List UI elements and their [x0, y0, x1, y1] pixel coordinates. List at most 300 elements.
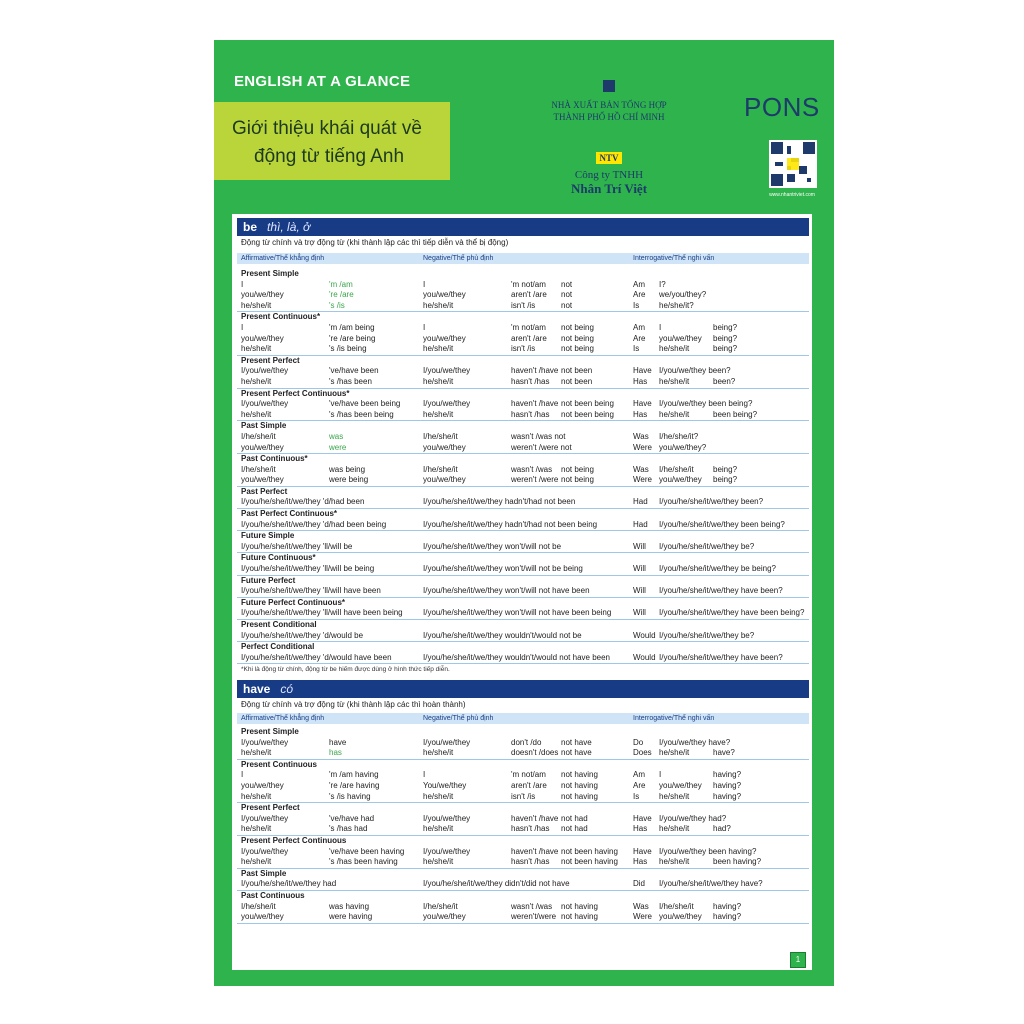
conjugation-cell: I [423, 322, 426, 332]
conjugation-cell: I/you/he/she/it/we/they been being? [659, 519, 785, 529]
tense-title: Past Perfect Continuous* [241, 509, 338, 519]
conjugation-cell: Was [633, 431, 649, 441]
conjugation-cell: I/you/we/they [423, 366, 471, 376]
conjugation-row [237, 280, 809, 291]
conjugation-row [237, 344, 809, 355]
tense-title: Future Simple [241, 531, 295, 541]
section-have-rows [237, 727, 809, 924]
page-number: 1 [790, 952, 806, 968]
conjugation-cell: I/you/we/they [423, 399, 471, 409]
conjugation-cell: he/she/it [241, 791, 272, 801]
conjugation-cell: Have [633, 366, 652, 376]
conjugation-cell: you/we/they [423, 442, 466, 452]
company-line-1: Công ty TNHH [574, 169, 644, 181]
conjugation-cell: I/you/he/she/it/we/they won't/will not be [423, 541, 562, 551]
conjugation-cell: Do [633, 737, 644, 747]
conjugation-cell: I/you/he/she/it/we/they wouldn't/would not have been [423, 652, 610, 662]
conjugation-cell: 're /are having [329, 780, 380, 790]
conjugation-cell: I [241, 322, 244, 332]
conjugation-cell: you/we/they [423, 290, 466, 300]
conjugation-cell: I [659, 322, 662, 332]
conjugation-cell: he/she/it [423, 791, 454, 801]
conjugation-row [237, 323, 809, 334]
conjugation-cell: he/she/it [241, 409, 272, 419]
conjugation-cell: have? [713, 748, 735, 758]
verb-have-meaning: có [280, 682, 294, 696]
conjugation-cell: you/we/they [241, 442, 284, 452]
conjugation-cell: Has [633, 824, 648, 834]
tense-group [237, 642, 809, 664]
conjugation-cell: 's /has been [329, 376, 372, 386]
conjugation-cell: haven't /have [511, 366, 559, 376]
conjugation-cell: not been [561, 366, 593, 376]
conjugation-row [237, 301, 809, 312]
conjugation-cell: Have [633, 846, 652, 856]
conjugation-cell: 're /are [329, 290, 354, 300]
section-be-header [237, 253, 809, 264]
conjugation-row [237, 748, 809, 759]
conjugation-cell: being? [713, 464, 738, 474]
conjugation-row [237, 586, 809, 597]
conjugation-cell: Does [633, 748, 652, 758]
conjugation-cell: not had [561, 813, 588, 823]
tense-title: Present Simple [241, 269, 299, 278]
conjugation-cell: I/you/he/she/it/we/they 'll/will have been [241, 586, 381, 596]
tense-group [237, 620, 809, 642]
conjugation-cell: I/you/he/she/it/we/they 'll/will be [241, 541, 353, 551]
conjugation-cell: not been having [561, 857, 618, 867]
header-negative: Negative/Thể phủ định [423, 715, 494, 722]
series-title: ENGLISH AT A GLANCE [234, 73, 411, 90]
conjugation-cell: I/you/we/they [423, 813, 471, 823]
conjugation-cell: Has [633, 409, 648, 419]
conjugation-cell: I/you/we/they been being? [659, 399, 753, 409]
conjugation-row [237, 879, 809, 890]
conjugation-cell: 're /are being [329, 333, 376, 343]
conjugation-cell: Have [633, 399, 652, 409]
conjugation-cell: being? [713, 322, 738, 332]
conjugation-cell: Had [633, 497, 648, 507]
conjugation-cell: wasn't /was [511, 901, 553, 911]
tense-title: Past Perfect [241, 486, 288, 496]
conjugation-cell: been being? [713, 409, 758, 419]
conjugation-cell: wasn't /was [511, 464, 553, 474]
publisher-line-2: THÀNH PHỐ HỒ CHÍ MINH [553, 112, 665, 122]
conjugation-cell: you/we/they [423, 475, 466, 485]
conjugation-cell: haven't /have [511, 399, 559, 409]
conjugation-cell: I/you/he/she/it/we/they be? [659, 630, 755, 640]
conjugation-cell: I/you/he/she/it/we/they have been? [659, 586, 783, 596]
conjugation-cell: you/we/they [241, 333, 284, 343]
conjugation-cell: having? [713, 791, 742, 801]
conjugation-cell: Were [633, 475, 652, 485]
tense-group [237, 803, 809, 836]
conjugation-cell: aren't /are [511, 780, 547, 790]
conjugation-row [237, 377, 809, 388]
conjugation-cell: I [659, 770, 662, 780]
conjugation-cell: I/you/he/she/it/we/they wouldn't/would not be [423, 630, 582, 640]
conjugation-row [237, 631, 809, 642]
conjugation-cell: not having [561, 791, 598, 801]
conjugation-cell: hasn't /has [511, 409, 550, 419]
conjugation-row [237, 564, 809, 575]
section-be-rows [237, 269, 809, 664]
conjugation-cell: Will [633, 541, 646, 551]
conjugation-cell: Had [633, 519, 648, 529]
conjugation-cell: were being [329, 475, 369, 485]
conjugation-cell: not having [561, 901, 598, 911]
tense-group [237, 421, 809, 454]
conjugation-cell: haven't /have [511, 846, 559, 856]
conjugation-cell: I/you/we/they had? [659, 813, 727, 823]
conjugation-cell: not being [561, 475, 594, 485]
conjugation-row [237, 738, 809, 749]
conjugation-cell: I [423, 770, 426, 780]
conjugation-cell: 've/have been having [329, 846, 405, 856]
conjugation-cell: we/you/they? [659, 290, 707, 300]
tense-group [237, 389, 809, 422]
conjugation-cell: he/she/it [423, 409, 454, 419]
tense-title: Present Perfect Continuous* [241, 388, 350, 398]
publisher-block [534, 80, 684, 123]
conjugation-cell: I/you/we/they been? [659, 366, 731, 376]
tense-group [237, 576, 809, 598]
company-block [534, 148, 684, 197]
conjugation-cell: I/you/he/she/it/we/they 'd/would have been [241, 652, 392, 662]
conjugation-cell: 've/have been being [329, 399, 401, 409]
conjugation-cell: I/you/he/she/it/we/they had [241, 879, 337, 889]
conjugation-cell: not been having [561, 846, 618, 856]
conjugation-cell: Are [633, 780, 646, 790]
header-interrogative: Interrogative/Thể nghi vấn [633, 715, 715, 722]
conjugation-cell: Am [633, 770, 645, 780]
conjugation-row [237, 608, 809, 619]
section-be-title [237, 218, 809, 236]
conjugation-row [237, 781, 809, 792]
conjugation-row [237, 432, 809, 443]
conjugation-cell: hasn't /has [511, 824, 550, 834]
conjugation-cell: were having [329, 912, 373, 922]
conjugation-row [237, 792, 809, 803]
tense-group [237, 312, 809, 355]
conjugation-row [237, 410, 809, 421]
conjugation-cell: was having [329, 901, 370, 911]
tense-title: Future Perfect Continuous* [241, 597, 346, 607]
conjugation-row [237, 542, 809, 553]
conjugation-cell: being? [713, 333, 738, 343]
conjugation-row [237, 902, 809, 913]
conjugation-cell: I/he/she/it [241, 464, 276, 474]
conjugation-row [237, 475, 809, 486]
conjugation-cell: you/we/they [659, 780, 702, 790]
conjugation-cell: I/he/she/it [423, 431, 458, 441]
conjugation-cell: having? [713, 780, 742, 790]
conjugation-cell: he/she/it [241, 857, 272, 867]
header-negative: Negative/Thể phủ định [423, 255, 494, 262]
conjugation-cell: I [423, 279, 426, 289]
conjugation-cell: Would [633, 652, 656, 662]
verb-have: have [243, 682, 271, 696]
conjugation-cell: I/you/he/she/it/we/they hadn't/had not been [423, 497, 576, 507]
conjugation-cell: you/we/they? [659, 442, 707, 452]
conjugation-cell: I/he/she/it? [659, 431, 699, 441]
conjugation-cell: not being [561, 333, 594, 343]
conjugation-cell: you/we/they [241, 780, 284, 790]
conjugation-cell: I/you/we/they have? [659, 737, 731, 747]
tense-group [237, 531, 809, 553]
conjugation-cell: I? [659, 279, 666, 289]
conjugation-cell: was being [329, 464, 366, 474]
conjugation-cell: he/she/it? [659, 300, 694, 310]
conjugation-cell: you/we/they [241, 475, 284, 485]
conjugation-row [237, 847, 809, 858]
tense-group [237, 869, 809, 891]
conjugation-cell: he/she/it [659, 791, 690, 801]
conjugation-cell: aren't /are [511, 290, 547, 300]
conjugation-cell: not [561, 300, 573, 310]
conjugation-cell: I/you/he/she/it/we/they been? [659, 497, 764, 507]
conjugation-cell: not having [561, 780, 598, 790]
tense-title: Present Perfect [241, 355, 300, 365]
tense-title: Past Simple [241, 868, 287, 878]
conjugation-cell: not being [561, 344, 594, 354]
conjugation-cell: I/you/we/they [423, 846, 471, 856]
tense-group [237, 727, 809, 760]
ntv-logo: NTV [596, 152, 621, 164]
conjugation-cell: 's /is [329, 300, 345, 310]
conjugation-cell: he/she/it [423, 824, 454, 834]
conjugation-cell: I/you/he/she/it/we/they 'll/will be being [241, 564, 375, 574]
tense-group [237, 487, 809, 509]
conjugation-cell: not having [561, 770, 598, 780]
conjugation-cell: wasn't /was not [511, 431, 566, 441]
section-be-note: *Khi là động từ chính, động từ be hiếm được dùng ở hình thức tiếp diễn. [241, 666, 450, 673]
conjugation-cell: Would [633, 630, 656, 640]
verb-be: be [243, 220, 258, 234]
conjugation-cell: Were [633, 442, 652, 452]
conjugation-cell: you/we/they [423, 333, 466, 343]
conjugation-row [237, 366, 809, 377]
tense-group [237, 356, 809, 389]
conjugation-cell: not [561, 290, 573, 300]
conjugation-cell: I/you/he/she/it/we/they have been being? [659, 608, 805, 618]
conjugation-cell: he/she/it [423, 748, 454, 758]
conjugation-cell: not have [561, 748, 592, 758]
conjugation-cell: 've/have had [329, 813, 375, 823]
conjugation-cell: I/he/she/it [659, 464, 694, 474]
conjugation-cell: weren't /were not [511, 442, 572, 452]
conjugation-cell: Am [633, 322, 645, 332]
tense-title: Present Continuous* [241, 312, 321, 322]
conjugation-cell: I/you/he/she/it/we/they have been? [659, 652, 783, 662]
conjugation-cell: 'm not/am [511, 279, 546, 289]
tense-title: Present Simple [241, 727, 299, 736]
conjugation-cell: he/she/it [659, 409, 690, 419]
conjugation-row [237, 814, 809, 825]
conjugation-cell: I/you/he/she/it/we/they didn't/did not have [423, 879, 570, 889]
conjugation-cell: Are [633, 290, 646, 300]
tense-group [237, 553, 809, 575]
conjugation-cell: I/he/she/it [659, 901, 694, 911]
conjugation-row [237, 912, 809, 923]
conjugation-cell: Was [633, 464, 649, 474]
title-line-1: Giới thiệu khái quát về [232, 118, 422, 139]
conjugation-cell: I/you/he/she/it/we/they won't/will not have been being [423, 608, 612, 618]
conjugation-row [237, 443, 809, 454]
website-caption: www.nhantriviet.com [769, 192, 815, 198]
conjugation-cell: I/you/he/she/it/we/they 'd/had been [241, 497, 365, 507]
conjugation-cell: aren't /are [511, 333, 547, 343]
title-box [214, 102, 450, 180]
conjugation-cell: he/she/it [241, 300, 272, 310]
conjugation-cell: Have [633, 813, 652, 823]
conjugation-cell: isn't /is [511, 300, 536, 310]
conjugation-cell: I/you/we/they [241, 813, 289, 823]
tense-title: Perfect Conditional [241, 642, 315, 652]
conjugation-row [237, 465, 809, 476]
conjugation-cell: not being [561, 464, 594, 474]
conjugation-cell: had? [713, 824, 731, 834]
section-be-subtitle: Động từ chính và trợ động từ (khi thành lập các thì tiếp diễn và thể bị động) [241, 238, 509, 247]
conjugation-cell: Am [633, 279, 645, 289]
conjugation-cell: not had [561, 824, 588, 834]
conjugation-cell: Will [633, 564, 646, 574]
conjugation-cell: weren't/were [511, 912, 557, 922]
conjugation-cell: Will [633, 608, 646, 618]
conjugation-cell: not been [561, 376, 593, 386]
conjugation-cell: 's /has been being [329, 409, 394, 419]
conjugation-cell: you/we/they [423, 912, 466, 922]
conjugation-cell: I/you/he/she/it/we/they won't/will not have been [423, 586, 590, 596]
header-interrogative: Interrogative/Thể nghi vấn [633, 255, 715, 262]
section-have-subtitle: Động từ chính và trợ động từ (khi thành lập các thì hoàn thành) [241, 700, 466, 709]
conjugation-cell: been? [713, 376, 736, 386]
conjugation-cell: he/she/it [423, 300, 454, 310]
conjugation-cell: hasn't /has [511, 857, 550, 867]
conjugation-cell: Were [633, 912, 652, 922]
conjugation-cell: I/you/we/they [423, 737, 471, 747]
conjugation-cell: he/she/it [659, 376, 690, 386]
tense-title: Past Continuous [241, 890, 305, 900]
tense-group [237, 509, 809, 531]
conjugation-cell: he/she/it [241, 824, 272, 834]
conjugation-cell: you/we/they [241, 290, 284, 300]
conjugation-cell: you/we/they [241, 912, 284, 922]
conjugation-cell: he/she/it [423, 857, 454, 867]
verb-sheet [232, 214, 812, 970]
conjugation-cell: he/she/it [241, 376, 272, 386]
tense-title: Present Perfect Continuous [241, 835, 347, 845]
conjugation-row [237, 520, 809, 531]
conjugation-cell: I/you/we/they [241, 366, 289, 376]
title-line-2: động từ tiếng Anh [254, 146, 405, 167]
conjugation-cell: I [241, 770, 244, 780]
conjugation-row [237, 399, 809, 410]
conjugation-cell: I/you/he/she/it/we/they have? [659, 879, 763, 889]
conjugation-row [237, 857, 809, 868]
conjugation-cell: 's /is having [329, 791, 371, 801]
tense-title: Past Simple [241, 421, 287, 431]
conjugation-cell: he/she/it [659, 857, 690, 867]
pons-logo: PONS [744, 92, 820, 122]
conjugation-cell: haven't /have [511, 813, 559, 823]
conjugation-cell: not being [561, 322, 594, 332]
conjugation-cell: I/he/she/it [423, 464, 458, 474]
conjugation-cell: 'm not/am [511, 770, 546, 780]
conjugation-cell: Was [633, 901, 649, 911]
conjugation-cell: he/she/it [241, 344, 272, 354]
conjugation-row [237, 824, 809, 835]
conjugation-cell: I/you/he/she/it/we/they be? [659, 541, 755, 551]
conjugation-row [237, 334, 809, 345]
conjugation-cell: I [241, 279, 244, 289]
conjugation-cell: I/you/he/she/it/we/they 'd/would be [241, 630, 364, 640]
conjugation-cell: were [329, 442, 347, 452]
conjugation-cell: he/she/it [659, 748, 690, 758]
poster [214, 40, 834, 986]
conjugation-row [237, 653, 809, 664]
conjugation-cell: 's /is being [329, 344, 367, 354]
tense-title: Present Conditional [241, 620, 317, 629]
conjugation-cell: I/he/she/it [241, 901, 276, 911]
conjugation-cell: been having? [713, 857, 762, 867]
header-affirmative: Affirmative/Thể khẳng định [241, 255, 325, 262]
conjugation-cell: I/he/she/it [241, 431, 276, 441]
conjugation-cell: 've/have been [329, 366, 379, 376]
conjugation-cell: you/we/they [659, 912, 702, 922]
conjugation-cell: he/she/it [423, 344, 454, 354]
conjugation-cell: 's /has had [329, 824, 368, 834]
conjugation-cell: don't /do [511, 737, 542, 747]
conjugation-cell: Is [633, 791, 640, 801]
conjugation-cell: having? [713, 912, 742, 922]
verb-be-meaning: thì, là, ở [267, 220, 311, 234]
conjugation-cell: 'm not/am [511, 322, 546, 332]
header-affirmative: Affirmative/Thể khẳng định [241, 715, 325, 722]
conjugation-cell: being? [713, 475, 738, 485]
conjugation-cell: Has [633, 376, 648, 386]
conjugation-row [237, 770, 809, 781]
conjugation-cell: I/you/we/they [241, 737, 289, 747]
conjugation-cell: not [561, 279, 573, 289]
conjugation-cell: was [329, 431, 344, 441]
tense-title: Present Perfect [241, 803, 300, 813]
conjugation-cell: Are [633, 333, 646, 343]
conjugation-cell: having? [713, 770, 742, 780]
conjugation-cell: I/you/we/they [241, 399, 289, 409]
conjugation-cell: isn't /is [511, 791, 536, 801]
conjugation-cell: I/you/he/she/it/we/they hadn't/had not been being [423, 519, 598, 529]
publisher-logo-icon [603, 80, 615, 92]
conjugation-cell: he/she/it [241, 748, 272, 758]
conjugation-cell: I/you/we/they been having? [659, 846, 757, 856]
conjugation-cell: I/you/he/she/it/we/they 'd/had been being [241, 519, 387, 529]
conjugation-cell: I/he/she/it [423, 901, 458, 911]
conjugation-cell: I/you/he/she/it/we/they 'll/will have been being [241, 608, 403, 618]
tense-title: Future Perfect [241, 575, 296, 585]
conjugation-cell: Did [633, 879, 646, 889]
tense-title: Present Continuous [241, 759, 318, 769]
tense-group [237, 836, 809, 869]
publisher-line-1: NHÀ XUẤT BẢN TỔNG HỢP [551, 100, 667, 110]
conjugation-cell: I/you/we/they [241, 846, 289, 856]
conjugation-cell: I/you/he/she/it/we/they be being? [659, 564, 776, 574]
tense-title: Future Continuous* [241, 553, 316, 563]
conjugation-cell: not having [561, 912, 598, 922]
section-have-header [237, 713, 809, 724]
conjugation-cell: not been being [561, 399, 614, 409]
conjugation-cell: doesn't /does [511, 748, 559, 758]
